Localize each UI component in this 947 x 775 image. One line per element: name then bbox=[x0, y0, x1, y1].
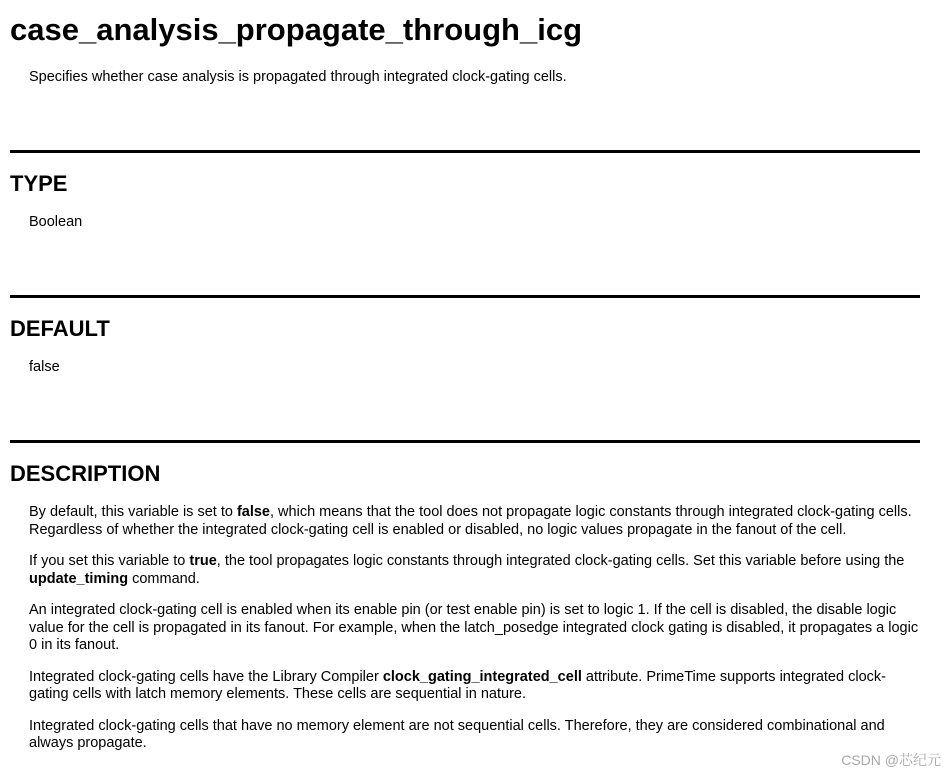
description-paragraph bbox=[29, 553, 919, 588]
description-paragraph bbox=[29, 602, 919, 655]
variable-summary: Specifies whether case analysis is propagated through integrated clock-gating cells. bbox=[29, 69, 567, 85]
paragraph-text: attribute. PrimeTime supports integrated clock-gating cells with latch memory elements. These cells are sequential in nature. bbox=[29, 668, 886, 702]
section-divider-default bbox=[10, 295, 920, 298]
section-divider-description bbox=[10, 440, 920, 443]
description-body bbox=[29, 504, 919, 767]
paragraph-text: , which means that the tool does not propagate logic constants through integrated clock-gating cells. Regardless of whether the integrated clock-gating cell is enabled or disabled, no logic values propagate in the fanout of the cell. bbox=[29, 504, 912, 538]
watermark-text: CSDN @芯纪元 bbox=[841, 752, 941, 768]
section-divider-type bbox=[10, 150, 920, 153]
paragraph-text: Integrated clock-gating cells that have no memory element are not sequential cells. Therefore, they are considered combinational and always propagate. bbox=[29, 717, 885, 751]
paragraph-text: , the tool propagates logic constants through integrated clock-gating cells. Set this variable before using the bbox=[216, 553, 905, 569]
paragraph-text: By default, this variable is set to bbox=[29, 504, 237, 520]
code-term-true: true bbox=[189, 553, 217, 569]
paragraph-text: An integrated clock-gating cell is enabled when its enable pin (or test enable pin) is set to logic 1. If the cell is disabled, the disable logic value for the cell is propagated in its fanout. For example, when the latch_posedge integrated clock gating is disabled, it propagates a logic 0 in its fanout. bbox=[29, 602, 919, 653]
paragraph-text: If you set this variable to bbox=[29, 553, 190, 569]
default-heading: DEFAULT bbox=[10, 316, 110, 341]
description-heading: DESCRIPTION bbox=[10, 461, 161, 486]
description-paragraph bbox=[29, 669, 919, 704]
code-term-false: false bbox=[236, 504, 270, 520]
default-value: false bbox=[29, 359, 60, 375]
type-heading: TYPE bbox=[10, 171, 68, 196]
type-value: Boolean bbox=[29, 214, 83, 230]
description-paragraph bbox=[29, 718, 919, 753]
paragraph-text: Integrated clock-gating cells have the Library Compiler bbox=[29, 668, 383, 685]
page-title: case_analysis_propagate_through_icg bbox=[10, 12, 583, 47]
command-update-timing: update_timing bbox=[29, 570, 129, 587]
attribute-clock-gating-integrated-cell: clock_gating_integrated_cell bbox=[382, 668, 582, 685]
paragraph-text: command. bbox=[128, 570, 200, 587]
description-paragraph bbox=[29, 504, 919, 539]
